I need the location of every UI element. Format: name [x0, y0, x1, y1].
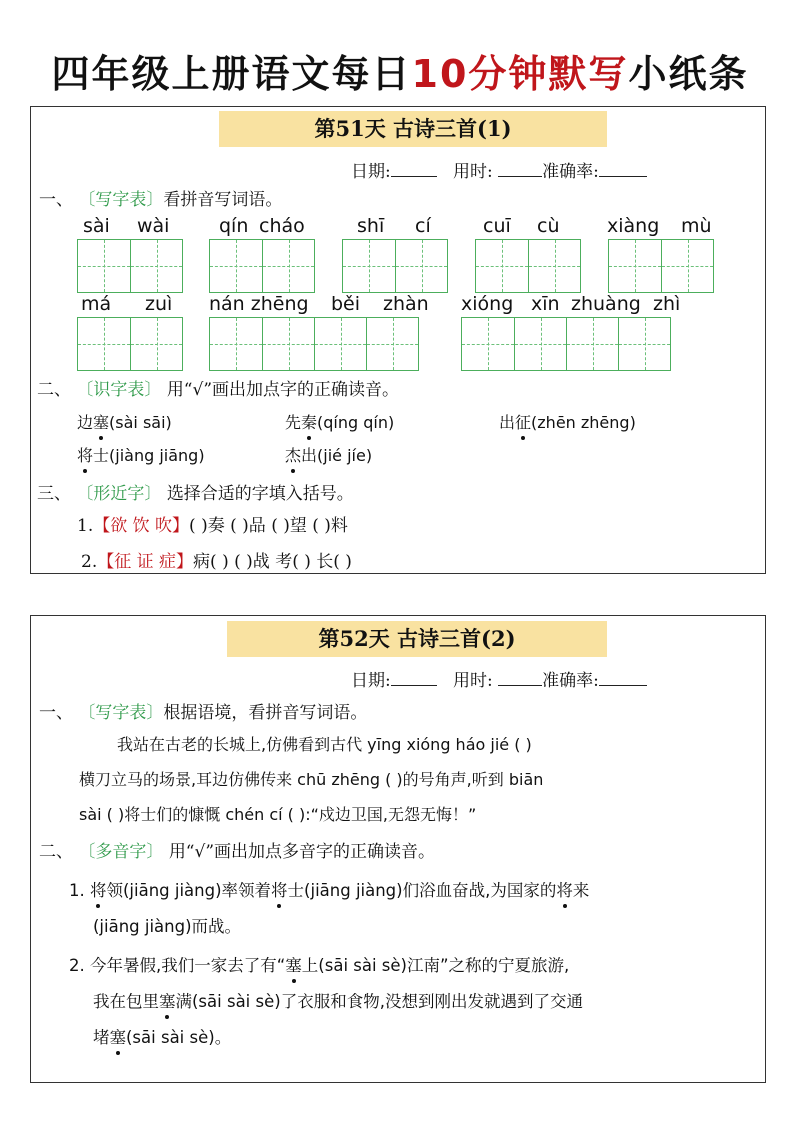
writing-grid[interactable] — [77, 239, 183, 293]
pinyin: běi — [331, 293, 361, 315]
polyphone-question-1-cont[interactable]: (jiāng jiàng)而战。 — [93, 917, 242, 936]
writing-grid[interactable] — [342, 239, 448, 293]
page-title: 四年级上册语文每日10分钟默写小纸条 — [51, 52, 749, 96]
context-line[interactable]: sài ( )将士们的慷慨 chén cí ( ):“戍边卫国,无怨无悔！” — [79, 805, 477, 824]
context-line[interactable]: 横刀立马的场景,耳边仿佛传来 chū zhēng ( )的号角声,听到 biān — [79, 770, 544, 789]
writing-grid[interactable] — [475, 239, 581, 293]
day52-card — [30, 615, 766, 1083]
pinyin: xióng — [461, 293, 514, 315]
polyphone-question-2[interactable]: 2. 今年暑假,我们一家去了有“塞上(sāi sài sè)江南”之称的宁夏旅游, — [69, 952, 569, 976]
pinyin: wài — [137, 215, 170, 237]
day52-section2-heading: 二、 〔多音字〕 用“√”画出加点多音字的正确读音。 — [39, 842, 436, 862]
day51-heading: 第51天 古诗三首(1) — [219, 111, 607, 147]
pinyin: mù — [681, 215, 712, 237]
pinyin: zhàn — [383, 293, 429, 315]
writing-grid[interactable] — [209, 317, 419, 371]
context-line[interactable]: 我站在古老的长城上,仿佛看到古代 yīng xióng háo jié ( ) — [117, 735, 532, 754]
fill-question-1[interactable]: 1.【欲 饮 吹】( )奏 ( )品 ( )望 ( )料 — [77, 516, 348, 536]
pinyin: sài — [83, 215, 110, 237]
polyphone-question-2-cont[interactable]: 我在包里塞满(sāi sài sè)了衣服和食物,没想到刚出发就遇到了交通 — [93, 988, 583, 1012]
pronunciation-item[interactable]: 先秦(qíng qín) — [285, 410, 394, 433]
day52-section1-heading: 一、 〔写字表〕根据语境，看拼音写词语。 — [39, 703, 368, 723]
day52-meta: 日期: 用时: 准确率: — [351, 666, 647, 691]
writing-grid[interactable] — [209, 239, 315, 293]
time-blank[interactable] — [498, 162, 542, 177]
fill-question-2[interactable]: 2.【征 证 症】病( ) ( )战 考( ) 长( ) — [81, 552, 352, 572]
day51-card — [30, 106, 766, 574]
pinyin: cí — [415, 215, 431, 237]
pinyin: xiàng — [607, 215, 660, 237]
accuracy-blank[interactable] — [599, 162, 647, 177]
date-blank[interactable] — [391, 162, 437, 177]
writing-grid[interactable] — [77, 317, 183, 371]
pinyin: shī — [357, 215, 385, 237]
time-blank[interactable] — [498, 671, 542, 686]
pinyin: xīn — [531, 293, 560, 315]
pronunciation-item[interactable]: 边塞(sài sāi) — [77, 410, 172, 433]
day51-section2-heading: 二、 〔识字表〕 用“√”画出加点字的正确读音。 — [37, 380, 400, 400]
polyphone-question-1[interactable]: 1. 将领(jiāng jiàng)率领着将士(jiāng jiàng)们浴血奋战,为国家的将来 — [69, 877, 589, 901]
pinyin: qín — [219, 215, 249, 237]
pinyin: zhuàng — [571, 293, 641, 315]
day51-meta: 日期: 用时: 准确率: — [351, 157, 647, 182]
pinyin: cuī — [483, 215, 511, 237]
date-blank[interactable] — [391, 671, 437, 686]
pronunciation-item[interactable]: 出征(zhēn zhēng) — [499, 410, 636, 433]
day51-section1-heading: 一、 〔写字表〕看拼音写词语。 — [39, 190, 283, 210]
accuracy-blank[interactable] — [599, 671, 647, 686]
pinyin: má — [81, 293, 112, 315]
pinyin: cù — [537, 215, 560, 237]
day52-heading: 第52天 古诗三首(2) — [227, 621, 607, 657]
pinyin: nán zhēng — [209, 293, 309, 315]
pronunciation-item[interactable]: 将士(jiàng jiāng) — [77, 443, 205, 466]
pinyin: cháo — [259, 215, 305, 237]
pinyin: zhì — [653, 293, 681, 315]
writing-grid[interactable] — [461, 317, 671, 371]
writing-grid[interactable] — [608, 239, 714, 293]
day51-section3-heading: 三、 〔形近字〕 选择合适的字填入括号。 — [37, 484, 354, 504]
pinyin: zuì — [145, 293, 173, 315]
pronunciation-item[interactable]: 杰出(jié jíe) — [285, 443, 372, 466]
polyphone-question-2-cont[interactable]: 堵塞(sāi sài sè)。 — [93, 1024, 231, 1048]
